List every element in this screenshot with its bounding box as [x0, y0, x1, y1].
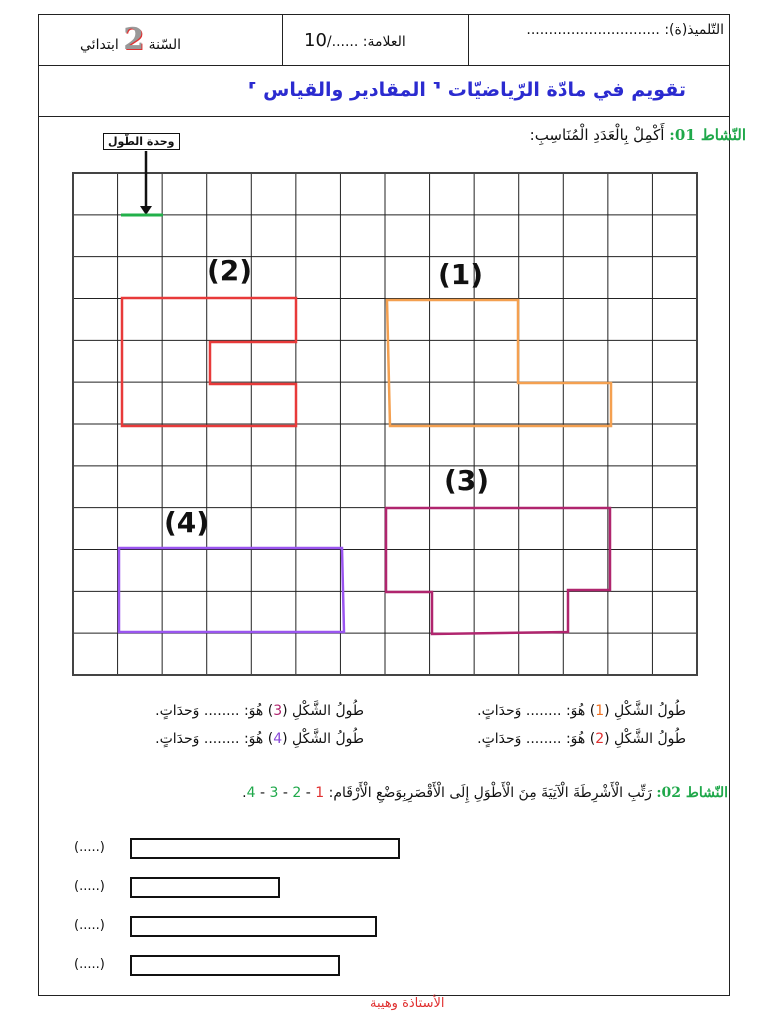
activity2-heading: النّشاط 02: رَتِّبِ الْأَشْرِطَةَ الْآتِيَةَ مِنَ الْأَطْوَلِ إِلَى الْأَقْصَرِبِوَضْعِ الْأَرْقَام: 1 - 2 - 3 - 4. — [242, 785, 728, 801]
strip-2-blank[interactable]: (.....) — [74, 879, 105, 894]
grade-field: العلامة: ....../10 — [304, 30, 406, 51]
activity1-heading: النّشاط 01: أَكْمِلْ بِالْعَدَدِ الْمُنَاسِبِ: — [529, 126, 746, 144]
shape-4-label: (4) — [164, 506, 210, 539]
strip-1 — [130, 838, 400, 859]
strip-2 — [130, 877, 280, 898]
strip-1-blank[interactable]: (.....) — [74, 840, 105, 855]
shape-4 — [119, 548, 344, 632]
shape-1-label: (1) — [438, 258, 484, 291]
sentence-shape-3: طُولُ الشَّكْلِ (3) هُوَ: ........ وَحدَاتٍ. — [155, 703, 364, 719]
strip-3-blank[interactable]: (.....) — [74, 918, 105, 933]
page-title: تقويم في مادّة الرّياضيّات ⸢ المقادير والقياس ⸣ — [247, 79, 686, 101]
sentence-shape-2: طُولُ الشَّكْلِ (2) هُوَ: ........ وَحدَاتٍ. — [477, 731, 686, 747]
strip-3 — [130, 916, 377, 937]
sentence-shape-4: طُولُ الشَّكْلِ (4) هُوَ: ........ وَحدَاتٍ. — [155, 731, 364, 747]
sentence-shape-1: طُولُ الشَّكْلِ (1) هُوَ: ........ وَحدَاتٍ. — [477, 703, 686, 719]
shape-2 — [122, 298, 296, 426]
school-year: السّنة 2 ابتدائي — [80, 22, 181, 57]
shape-1 — [387, 300, 611, 426]
shape-3-label: (3) — [444, 464, 490, 497]
unit-length-box: وحدة الطّول — [103, 133, 180, 150]
shape-2-label: (2) — [207, 254, 253, 287]
strip-4 — [130, 955, 340, 976]
teacher-signature: الأستاذة وهيبة — [370, 996, 445, 1011]
shape-3 — [386, 508, 610, 634]
student-name-field: التّلميذ(ة): .............................. — [526, 22, 724, 38]
strip-4-blank[interactable]: (.....) — [74, 957, 105, 972]
